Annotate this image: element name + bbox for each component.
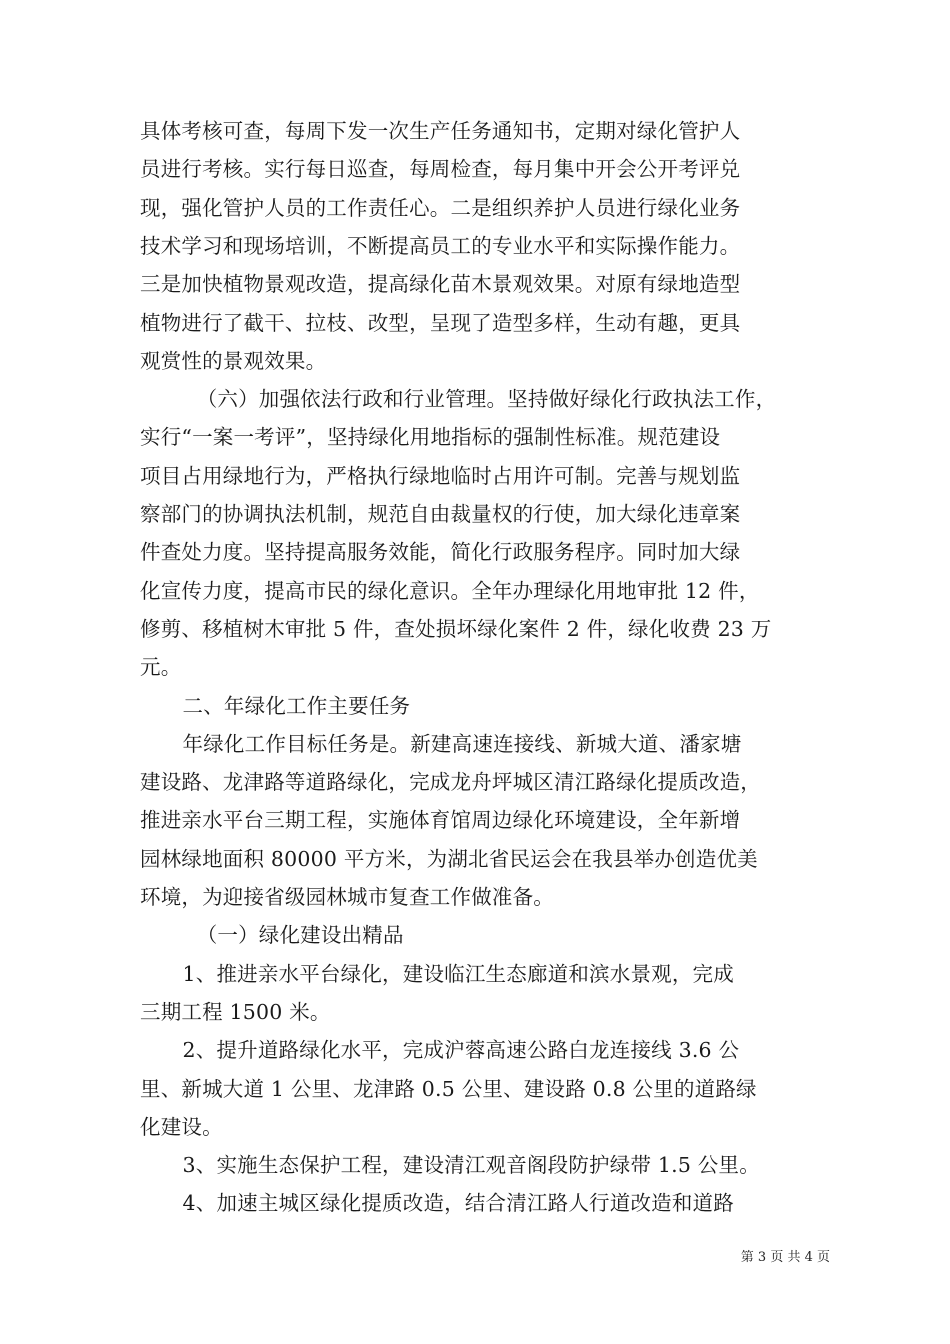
text-line: 元。 — [140, 655, 182, 680]
text-line: 1、推进亲水平台绿化，建设临江生态廊道和滨水景观，完成 — [182, 961, 734, 986]
text-line: 4、加速主城区绿化提质改造，结合清江路人行道改造和道路 — [182, 1191, 734, 1216]
text-line: 植物进行了截干、拉枝、改型，呈现了造型多样，生动有趣，更具 — [140, 310, 741, 335]
text-line: 推进亲水平台三期工程，实施体育馆周边绿化环境建设，全年新增 — [140, 808, 741, 833]
text-line: 三期工程 1500 米。 — [140, 999, 331, 1024]
text-line: 二、年绿化工作主要任务 — [182, 693, 411, 718]
text-line: （一）绿化建设出精品 — [196, 923, 404, 948]
text-line: 年绿化工作目标任务是。新建高速连接线、新城大道、潘家塘 — [182, 731, 742, 756]
text-line: 化建设。 — [140, 1114, 223, 1139]
text-line: （六）加强依法行政和行业管理。坚持做好绿化行政执法工作， — [196, 387, 777, 412]
text-line: 件查处力度。坚持提高服务效能，简化行政服务程序。同时加大绿 — [140, 540, 741, 565]
text-line: 修剪、移植树木审批 5 件，查处损坏绿化案件 2 件，绿化收费 23 万 — [140, 616, 772, 641]
text-line: 项目占用绿地行为，严格执行绿地临时占用许可制。完善与规划监 — [140, 463, 741, 488]
text-line: 技术学习和现场培训，不断提高员工的专业水平和实际操作能力。 — [140, 233, 741, 258]
text-line: 观赏性的景观效果。 — [140, 348, 327, 373]
text-line: 园林绿地面积 80000 平方米，为湖北省民运会在我县举办创造优美 — [140, 846, 758, 871]
text-line: 2、提升道路绿化水平，完成沪蓉高速公路白龙连接线 3.6 公 — [182, 1038, 740, 1063]
text-line: 具体考核可查，每周下发一次生产任务通知书，定期对绿化管护人 — [140, 119, 741, 143]
text-line: 里、新城大道 1 公里、龙津路 0.5 公里、建设路 0.8 公里的道路绿 — [140, 1076, 757, 1101]
text-line: 化宣传力度，提高市民的绿化意识。全年办理绿化用地审批 12 件， — [140, 578, 760, 603]
text-line: 察部门的协调执法机制，规范自由裁量权的行使，加大绿化违章案 — [140, 502, 741, 526]
text-line: 建设路、龙津路等道路绿化，完成龙舟坪城区清江路绿化提质改造， — [140, 770, 761, 795]
text-line: 现，强化管护人员的工作责任心。二是组织养护人员进行绿化业务 — [140, 195, 741, 220]
text-line: 环境，为迎接省级园林城市复查工作做准备。 — [140, 885, 554, 909]
page-number-footer: 第 3 页 共 4 页 — [740, 1250, 830, 1265]
text-line: 三是加快植物景观改造，提高绿化苗木景观效果。对原有绿地造型 — [140, 272, 741, 297]
text-line: 3、实施生态保护工程，建设清江观音阁段防护绿带 1.5 公里。 — [182, 1153, 760, 1178]
text-line: 实行“一案一考评”，坚持绿化用地指标的强制性标准。规范建设 — [140, 425, 721, 450]
text-line: 员进行考核。实行每日巡查，每周检查，每月集中开会公开考评兑 — [140, 157, 741, 182]
